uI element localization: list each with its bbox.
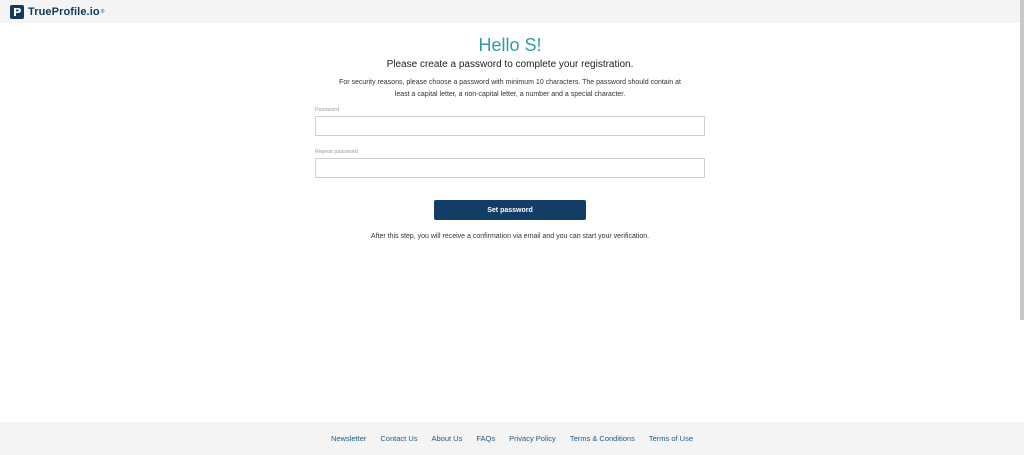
password-field[interactable] xyxy=(315,116,705,136)
page-subtitle: Please create a password to complete your registration. xyxy=(386,59,634,70)
registered-mark: ® xyxy=(100,8,105,15)
requirements-line-2: least a capital letter, a non-capital letter, a number and a special character. xyxy=(394,91,626,98)
footer-link-newsletter[interactable]: Newsletter xyxy=(330,434,367,443)
confirmation-note: After this step, you will receive a confirmation via email and you can start your verification. xyxy=(370,233,650,240)
footer-link-about-us[interactable]: About Us xyxy=(431,434,463,443)
footer-link-faqs[interactable]: FAQs xyxy=(476,434,496,443)
footer-link-terms-conditions[interactable]: Terms & Conditions xyxy=(569,434,635,443)
scrollbar[interactable] xyxy=(1020,0,1024,320)
footer-link-privacy-policy[interactable]: Privacy Policy xyxy=(509,434,556,443)
password-label: Password xyxy=(315,107,340,113)
page-title: Hello S! xyxy=(478,35,542,55)
footer-nav xyxy=(0,422,1024,455)
repeat-password-label: Repeat password xyxy=(315,149,358,155)
brand-name[interactable]: TrueProfile.io xyxy=(28,5,100,18)
requirements-line-1: For security reasons, please choose a password with minimum 10 characters. The password should contain at xyxy=(339,79,681,86)
top-bar xyxy=(0,0,1024,23)
password-requirements xyxy=(315,77,705,101)
footer-link-terms-of-use[interactable]: Terms of Use xyxy=(648,434,694,443)
registration-form xyxy=(0,23,1020,422)
repeat-password-field[interactable] xyxy=(315,158,705,178)
trueprofile-logo-icon[interactable] xyxy=(10,5,24,19)
footer-link-contact-us[interactable]: Contact Us xyxy=(380,434,418,443)
set-password-button[interactable]: Set password xyxy=(434,200,586,220)
